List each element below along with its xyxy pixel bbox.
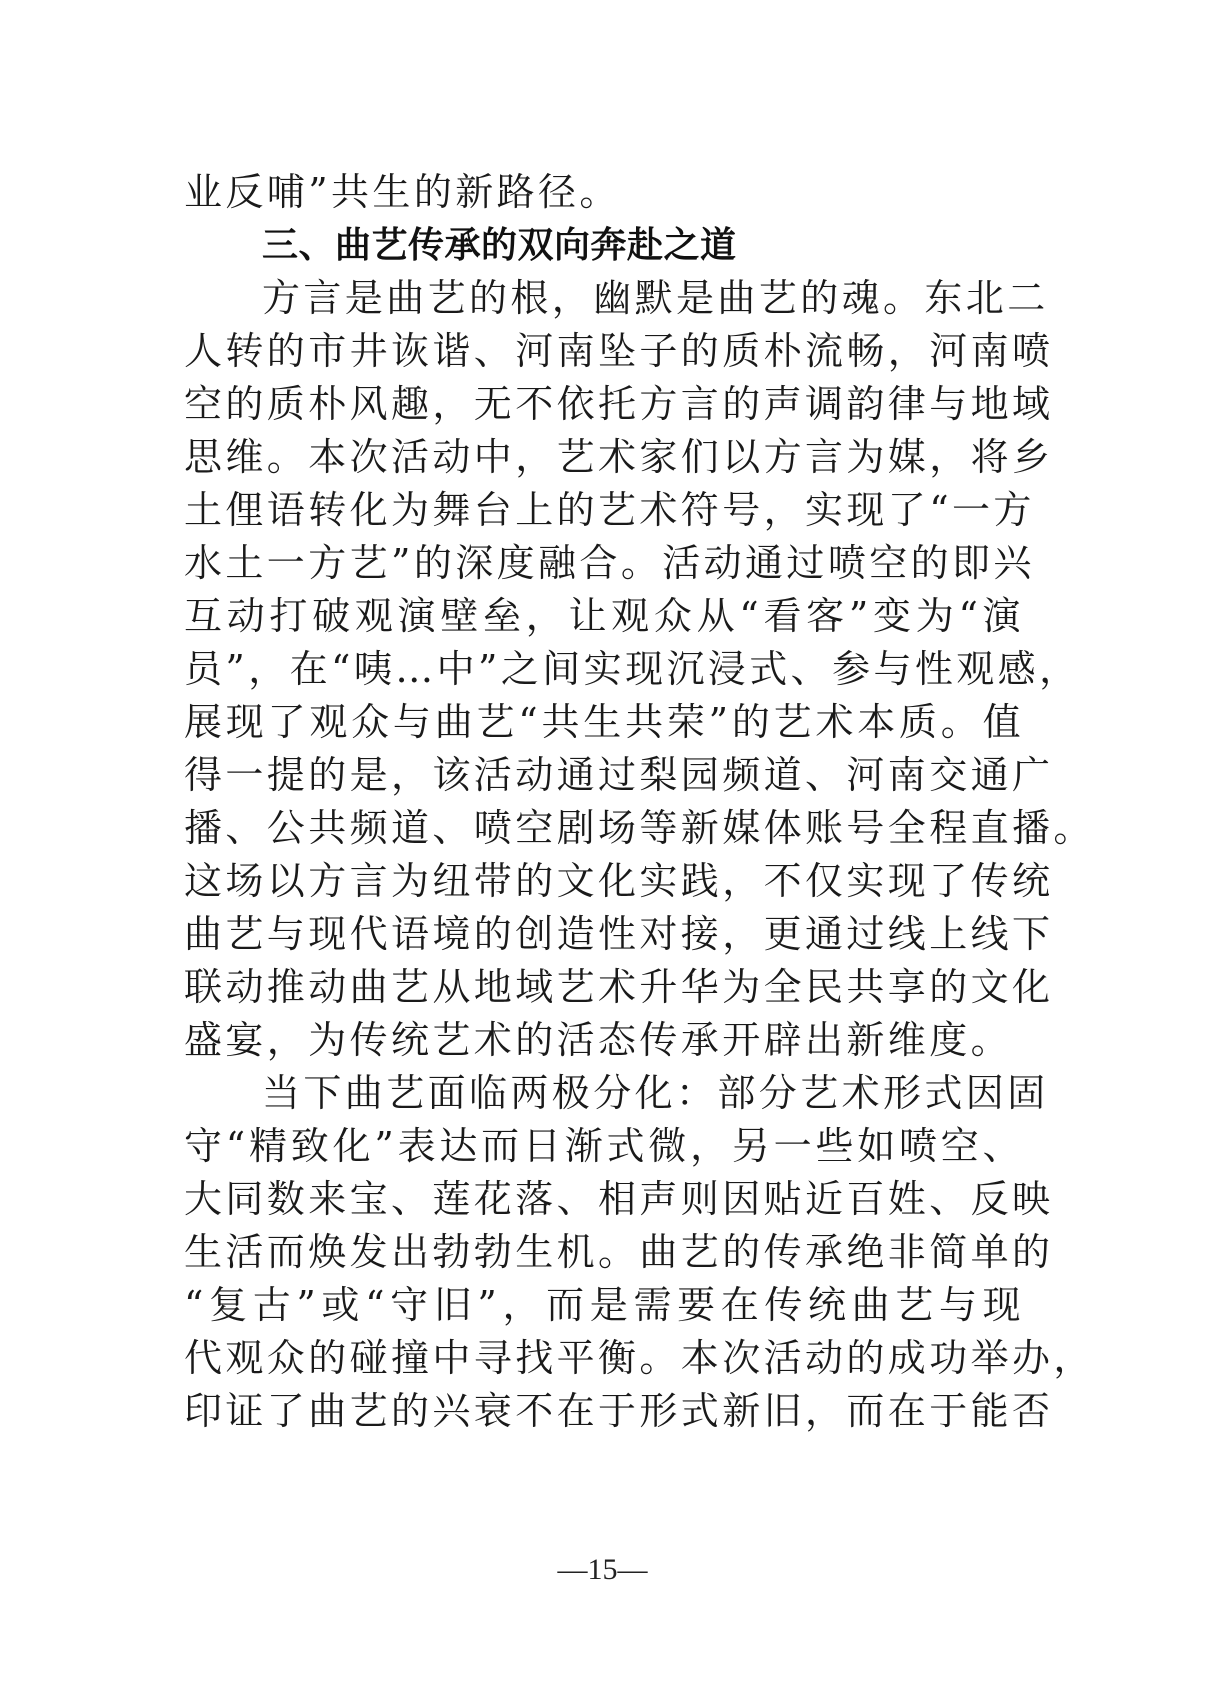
paragraph-1-line-13: 曲艺与现代语境的创造性对接，更通过线上线下 (184, 912, 1054, 956)
paragraph-1-line-1: 方言是曲艺的根，幽默是曲艺的魂。东北二 (262, 276, 1049, 320)
paragraph-continuation-line: 业反哺”共生的新路径。 (184, 170, 621, 214)
paragraph-1-line-3: 空的质朴风趣，无不依托方言的声调韵律与地域 (184, 382, 1054, 426)
paragraph-2-line-3: 大同数来宝、莲花落、相声则因贴近百姓、反映 (184, 1177, 1054, 1221)
paragraph-1-line-4: 思维。本次活动中，艺术家们以方言为媒，将乡 (184, 435, 1054, 479)
paragraph-2-line-7: 印证了曲艺的兴衰不在于形式新旧，而在于能否 (184, 1389, 1054, 1433)
paragraph-1-line-6: 水土一方艺”的深度融合。活动通过喷空的即兴 (184, 541, 1035, 585)
paragraph-2-line-6: 代观众的碰撞中寻找平衡。本次活动的成功举办， (184, 1336, 1095, 1380)
paragraph-1-line-5: 土俚语转化为舞台上的艺术符号，实现了“一方 (184, 488, 1035, 532)
paragraph-1-line-2: 人转的市井诙谐、河南坠子的质朴流畅，河南喷 (184, 329, 1054, 373)
paragraph-1-line-15: 盛宴，为传统艺术的活态传承开辟出新维度。 (184, 1018, 1013, 1062)
paragraph-1-line-8: 员”，在“咦…中”之间实现沉浸式、参与性观感， (184, 647, 1081, 691)
paragraph-2-line-1: 当下曲艺面临两极分化：部分艺术形式因固 (262, 1071, 1049, 1115)
paragraph-2-line-4: 生活而焕发出勃勃生机。曲艺的传承绝非简单的 (184, 1230, 1054, 1274)
paragraph-1-line-11: 播、公共频道、喷空剧场等新媒体账号全程直播。 (184, 806, 1095, 850)
paragraph-1-line-10: 得一提的是，该活动通过梨园频道、河南交通广 (184, 753, 1054, 797)
page-number: —15— (557, 1553, 648, 1586)
paragraph-2-line-5: “复古”或“守旧”，而是需要在传统曲艺与现 (184, 1283, 1024, 1327)
paragraph-2-line-2: 守“精致化”表达而日渐式微，另一些如喷空、 (184, 1124, 1024, 1168)
section-heading: 三、曲艺传承的双向奔赴之道 (262, 225, 737, 266)
paragraph-1-line-14: 联动推动曲艺从地域艺术升华为全民共享的文化 (184, 965, 1054, 1009)
paragraph-1-line-12: 这场以方言为纽带的文化实践，不仅实现了传统 (184, 859, 1054, 903)
body-text (184, 166, 1095, 1438)
paragraph-1-line-7: 互动打破观演壁垒，让观众从“看客”变为“演 (184, 594, 1024, 638)
paragraph-1-line-9: 展现了观众与曲艺“共生共荣”的艺术本质。值 (184, 700, 1024, 744)
